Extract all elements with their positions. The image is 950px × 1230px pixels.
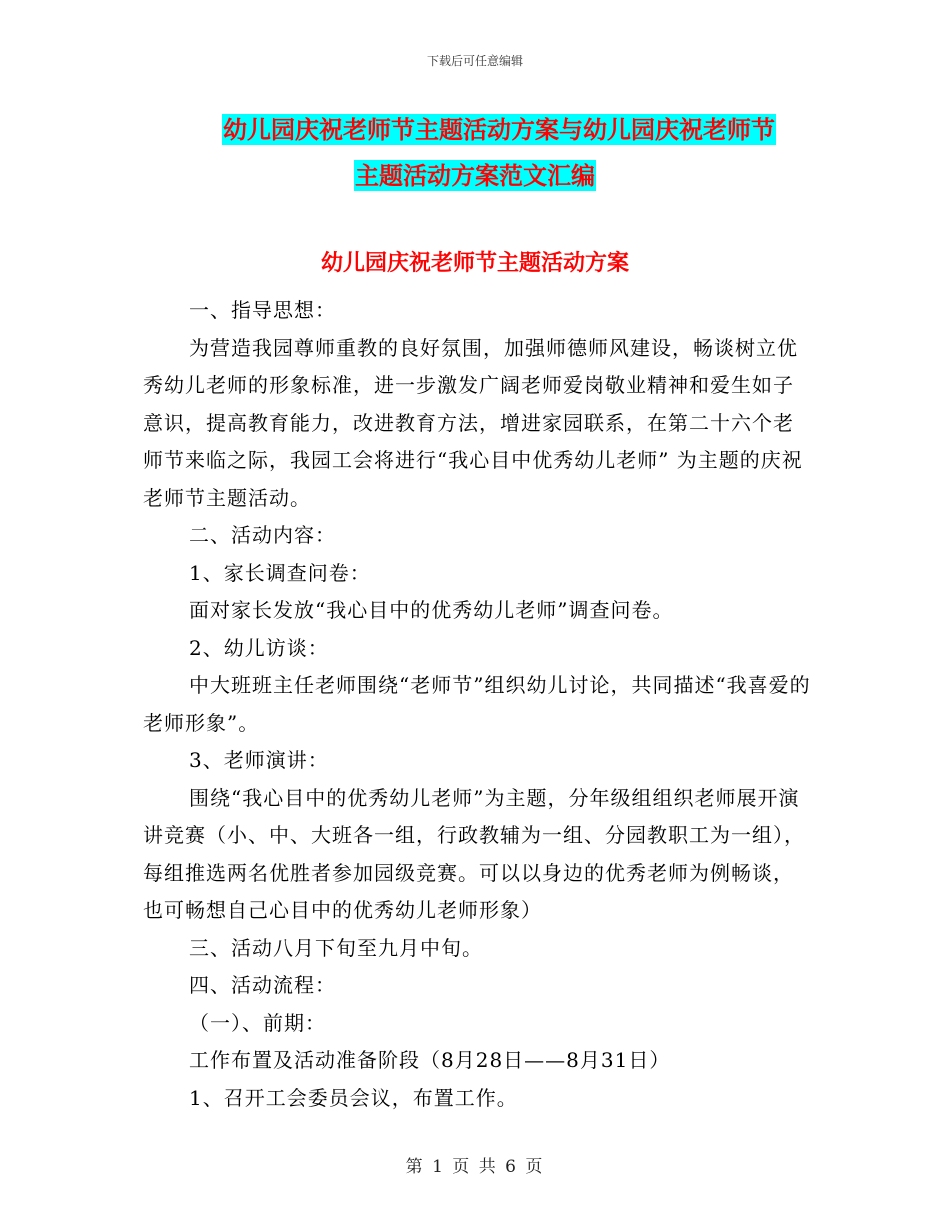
subheading-parent-survey: 1、家长调查问卷： xyxy=(189,560,371,585)
document-title-line-2 xyxy=(0,160,950,192)
paragraph-guiding-thought: 为营造我园尊师重教的良好氛围，加强师德师风建设，畅谈树立优秀幼儿老师的形象标准，进一步激发广阔老师爱岗敬业精神和爱生如子意识，提高教育能力，改进教育方法，增进家园联系，在第二十六个老师节来临之际，我园工会将进行“我心目中优秀幼儿老师” 为主题的庆祝老师节主题活动。 xyxy=(143,335,803,510)
heading-guiding-thought: 一、指导思想： xyxy=(189,298,336,322)
document-title-text-2: 主题活动方案范文汇编 xyxy=(355,161,595,190)
heading-activity-process: 四、活动流程： xyxy=(189,973,336,997)
paragraph-teacher-speech: 围绕“我心目中的优秀幼儿老师”为主题，分年级组组织老师展开演讲竞赛（小、中、大班各一组，行政教辅为一组、分园教职工为一组），每组推选两名优胜者参加园级竞赛。可以以身边的优秀老师为例畅谈，也可畅想自己心目中的优秀幼儿老师形象） xyxy=(143,785,805,922)
document-title-text-1: 幼儿园庆祝老师节主题活动方案与幼儿园庆祝老师节 xyxy=(223,115,775,144)
heading-activity-time: 三、活动八月下旬至九月中旬。 xyxy=(189,935,483,960)
list-item-union-meeting: 1、召开工会委员会议，布置工作。 xyxy=(189,1085,518,1110)
paragraph-parent-survey: 面对家长发放“我心目中的优秀幼儿老师”调查问卷。 xyxy=(189,598,674,622)
section-title: 幼儿园庆祝老师节主题活动方案 xyxy=(320,250,629,276)
heading-activity-content: 二、活动内容： xyxy=(189,523,336,547)
subheading-early-stage: （一）、前期： xyxy=(189,1010,326,1035)
document-body xyxy=(143,292,813,1117)
paragraph-preparation-stage: 工作布置及活动准备阶段（8月28日——8月31日） xyxy=(189,1048,671,1072)
subheading-teacher-speech: 3、老师演讲： xyxy=(189,748,329,772)
paragraph-child-interview: 中大班班主任老师围绕“老师节”组织幼儿讨论，共同描述“我喜爱的老师形象”。 xyxy=(143,673,811,735)
header-note: 下载后可任意编辑 xyxy=(426,54,523,68)
document-title-line-1 xyxy=(24,114,950,146)
page-number-footer: 第 1 页 共 6 页 xyxy=(405,1157,545,1177)
subheading-child-interview: 2、幼儿访谈： xyxy=(189,635,329,660)
